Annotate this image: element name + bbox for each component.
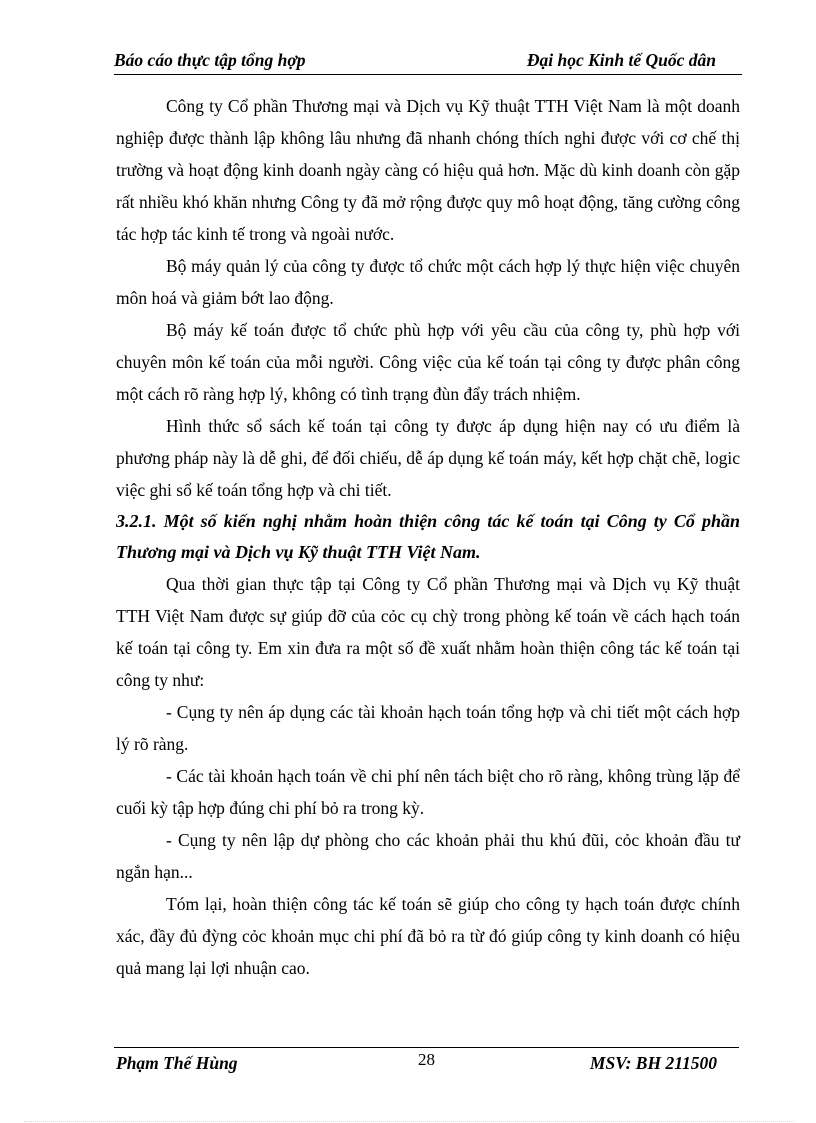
page-footer bbox=[114, 1047, 739, 1078]
section-heading: 3.2.1. Một số kiến nghị nhằm hoàn thiện công tác kế toán tại Công ty Cổ phần Thương mại và Dịch vụ Kỹ thuật TTH Việt Nam. bbox=[116, 511, 740, 562]
paragraph-internship: Qua thời gian thực tập tại Công ty Cổ phần Thương mại và Dịch vụ Kỹ thuật TTH Việt Nam được sự giúp đỡ của cỏc cụ chỳ trong phòng kế toán về cách hạch toán kế toán tại công ty. Em xin đưa ra một số đề xuất nhằm hoàn thiện công tác kế toán tại công ty như: bbox=[116, 574, 740, 690]
page-edge-divider bbox=[24, 1121, 794, 1122]
recommendation-item-1: - Cụng ty nên áp dụng các tài khoản hạch toán tổng hợp và chi tiết một cách hợp lý rõ ràng. bbox=[116, 702, 740, 754]
paragraph-management: Bộ máy quản lý của công ty được tổ chức một cách hợp lý thực hiện việc chuyên môn hoá và giảm bớt lao động. bbox=[116, 256, 740, 308]
paragraph-bookkeeping-form: Hình thức sổ sách kế toán tại công ty được áp dụng hiện nay có ưu điểm là phương pháp này là dễ ghi, để đối chiếu, dễ áp dụng kế toán máy, kết hợp chặt chẽ, logic việc ghi sổ kế toán tổng hợp và chi tiết. bbox=[116, 416, 740, 500]
paragraph-accounting-structure: Bộ máy kế toán được tổ chức phù hợp với yêu cầu của công ty, phù hợp với chuyên môn kế toán của mỗi người. Công việc của kế toán tại công ty được phân công một cách rõ ràng hợp lý, không có tình trạng đùn đẩy trách nhiệm. bbox=[116, 320, 740, 404]
page-number: 28 bbox=[418, 1050, 435, 1069]
page-body bbox=[116, 90, 740, 984]
paragraph-conclusion: Tóm lại, hoàn thiện công tác kế toán sẽ giúp cho công ty hạch toán được chính xác, đầy đủ đỳng cỏc khoản mục chi phí đã bỏ ra từ đó giúp công ty kinh doanh có hiệu quả mang lại lợi nhuận cao. bbox=[116, 894, 740, 978]
header-report-title: Báo cáo thực tập tổng hợp bbox=[114, 50, 306, 70]
recommendation-item-2: - Các tài khoản hạch toán về chi phí nên tách biệt cho rõ ràng, không trùng lặp để cuối kỳ tập hợp đúng chi phí bỏ ra trong kỳ. bbox=[116, 766, 740, 818]
recommendation-item-3: - Cụng ty nên lập dự phòng cho các khoản phải thu khú đũi, cỏc khoản đầu tư ngắn hạn... bbox=[116, 830, 740, 882]
page-header bbox=[114, 48, 742, 75]
header-university: Đại học Kinh tế Quốc dân bbox=[526, 50, 716, 70]
paragraph-company-overview: Công ty Cổ phần Thương mại và Dịch vụ Kỹ thuật TTH Việt Nam là một doanh nghiệp được thành lập không lâu nhưng đã nhanh chóng thích nghi được với cơ chế thị trường và hoạt động kinh doanh ngày càng có hiệu quả hơn. Mặc dù kinh doanh còn gặp rất nhiều khó khăn nhưng Công ty đã mở rộng được quy mô hoạt động, tăng cường công tác hợp tác kinh tế trong và ngoài nước. bbox=[116, 96, 740, 244]
footer-author-name: Phạm Thế Hùng bbox=[116, 1053, 238, 1073]
footer-student-id: MSV: BH 211500 bbox=[589, 1053, 717, 1073]
